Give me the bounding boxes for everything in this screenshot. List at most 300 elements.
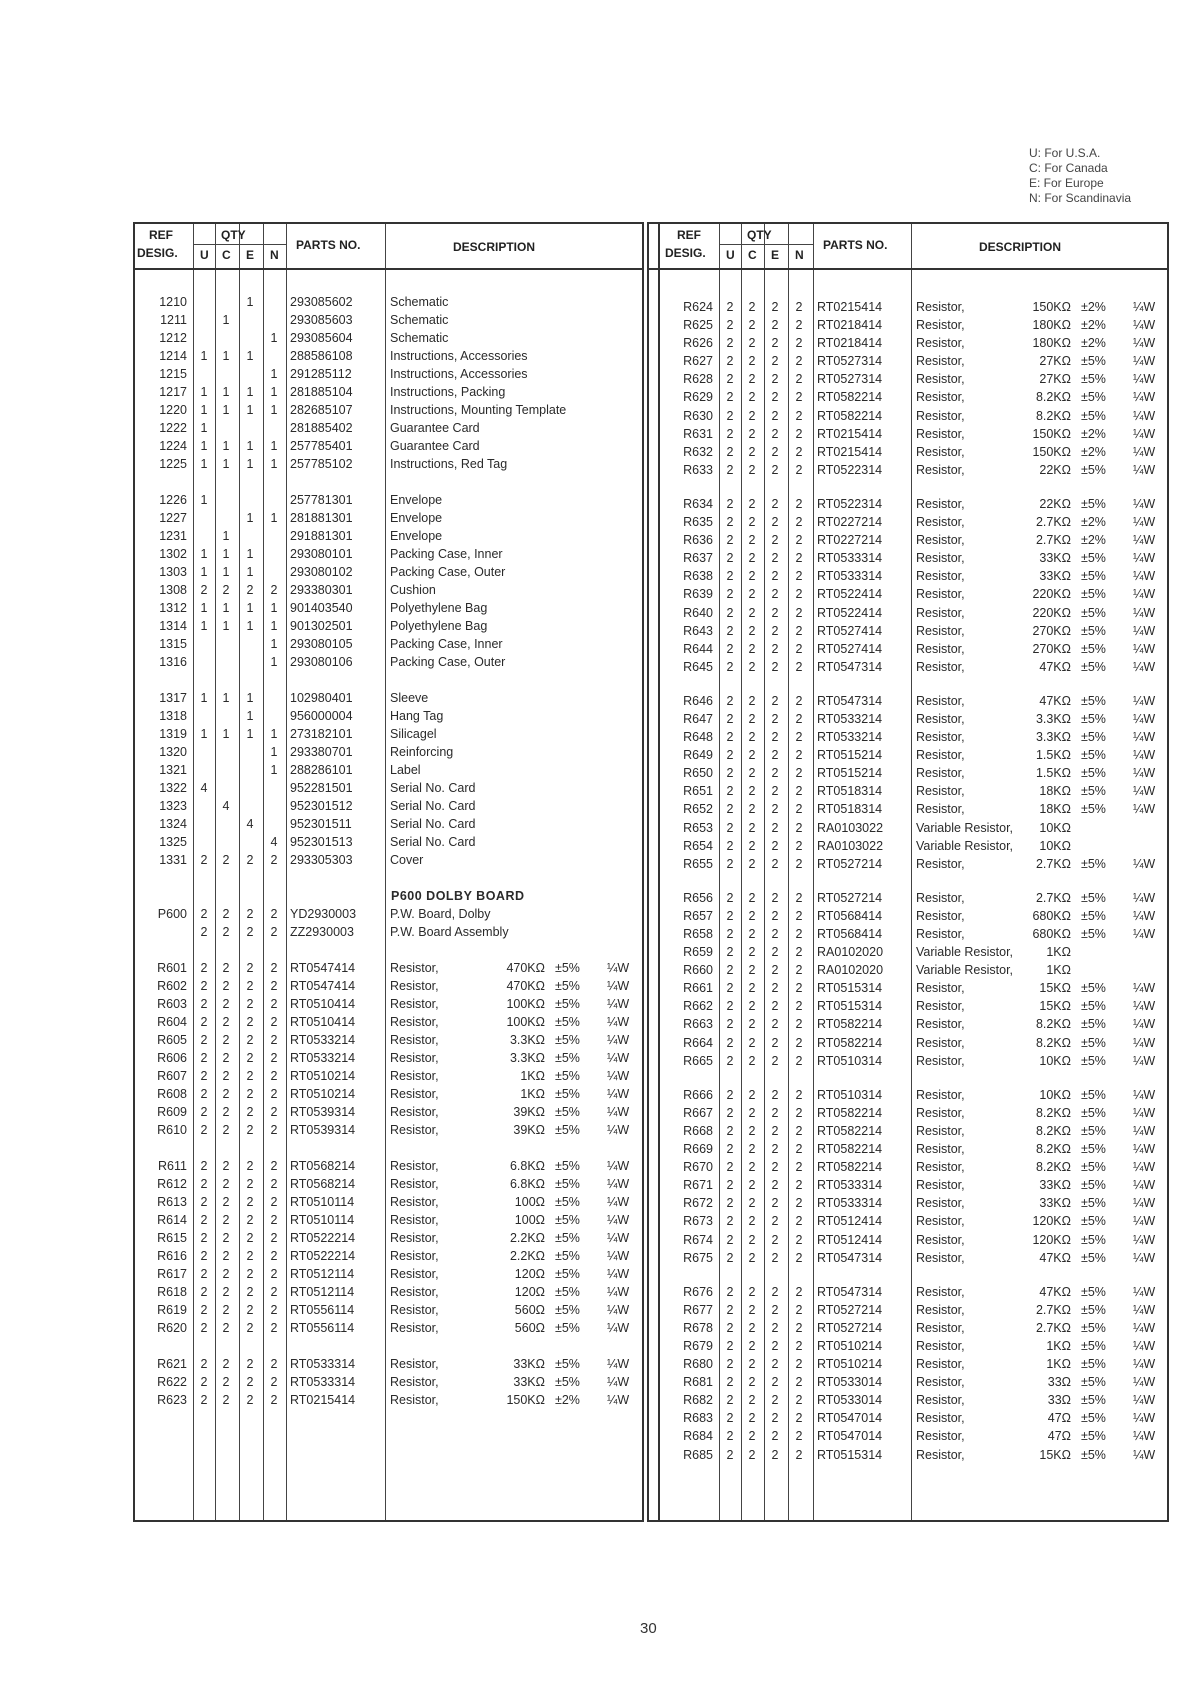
part-number: RT0515314 [817,999,883,1014]
tolerance: ±5% [1081,1232,1106,1247]
qty-n: 2 [270,583,278,597]
part-number: 288586108 [290,349,353,363]
table-row [135,1157,642,1175]
part-number: RT0582214 [817,1142,883,1157]
wattage: ¼W [1133,1017,1156,1032]
wattage: ¼W [607,1393,630,1407]
qty-n: 1 [270,367,278,381]
table-row [135,743,642,761]
description: Resistor, [916,1429,965,1444]
value: 33KΩ [513,1375,545,1389]
qty-u: 2 [726,784,734,799]
ref-desig: R665 [683,1053,713,1068]
qty-e: 2 [246,1069,254,1083]
qty-c: 2 [222,1177,230,1191]
table-row [649,1212,1167,1230]
description: Resistor, [916,390,965,405]
qty-n: 2 [795,838,803,853]
tolerance: ±5% [555,1033,580,1047]
description: Resistor, [916,1357,965,1372]
qty-e: 1 [246,601,254,615]
qty-u: 2 [726,1302,734,1317]
qty-n: 2 [270,1375,278,1389]
header-divider [135,268,642,270]
qty-n: 2 [795,1017,803,1032]
tolerance: ±5% [1081,569,1106,584]
table-row [649,1391,1167,1409]
qty-u: 2 [726,1053,734,1068]
qty-e: 1 [246,511,254,525]
ref-desig: 1226 [159,493,187,507]
table-row [135,545,642,563]
qty-c: 1 [222,403,230,417]
qty-e: 2 [771,408,779,423]
qty-n: 1 [270,655,278,669]
ref-desig: R613 [157,1195,187,1209]
wattage: ¼W [1133,1053,1156,1068]
qty-e: 2 [771,605,779,620]
table-row [649,692,1167,710]
qty-u: 2 [726,426,734,441]
header-desig: DESIG. [137,246,178,260]
part-number: RT0547014 [817,1429,883,1444]
tolerance: ±5% [555,1177,580,1191]
description: Reinforcing [390,745,454,759]
qty-n: 2 [795,1357,803,1372]
table-row [135,725,642,743]
ref-desig: 1222 [159,421,187,435]
description: Resistor, [916,496,965,511]
qty-n: 2 [795,569,803,584]
qty-c: 2 [748,1214,756,1229]
table-row [649,1231,1167,1249]
part-number: 293380301 [290,583,353,597]
value: 47KΩ [1039,1284,1071,1299]
qty-c: 2 [748,1053,756,1068]
qty-n: 2 [270,907,278,921]
header-parts-no: PARTS NO. [296,238,361,252]
tolerance: ±5% [1081,802,1106,817]
tolerance: ±5% [1081,587,1106,602]
table-row [649,1104,1167,1122]
ref-desig: 1319 [159,727,187,741]
part-number: 257785401 [290,439,353,453]
qty-e: 2 [771,927,779,941]
description: P.W. Board Assembly [390,925,509,939]
tolerance: ±5% [1081,1338,1106,1353]
qty-u: 2 [726,711,734,726]
description: Resistor, [916,927,965,941]
tolerance: ±5% [1081,1123,1106,1138]
description: Envelope [390,493,443,507]
qty-u: 2 [726,605,734,620]
qty-e: 2 [771,390,779,405]
ref-desig: R607 [157,1069,187,1083]
description: Resistor, [916,693,965,708]
tolerance: ±5% [1081,390,1106,405]
qty-c: 2 [748,623,756,638]
value: 8.2KΩ [1035,1160,1071,1175]
qty-u: 1 [200,601,208,615]
qty-c: 2 [748,336,756,351]
description: Resistor, [390,1051,439,1065]
table-row [135,311,642,329]
table-row [649,1194,1167,1212]
qty-u: 2 [200,1249,208,1263]
tolerance: ±2% [1081,444,1106,459]
qty-n: 2 [795,1035,803,1050]
table-row [135,581,642,599]
qty-e: 2 [771,999,779,1014]
part-number: RT0215414 [817,426,883,441]
qty-u: 2 [726,963,734,978]
qty-u: 2 [726,999,734,1014]
table-rows [135,293,642,1409]
description: Resistor, [916,1105,965,1120]
tolerance: ±5% [1081,1393,1106,1408]
tolerance: ±5% [1081,1375,1106,1390]
qty-e: 2 [246,1249,254,1263]
ref-desig: R628 [683,372,713,387]
table-row [649,1034,1167,1052]
part-number: RT0582214 [817,1160,883,1175]
qty-c: 2 [748,981,756,996]
qty-u: 2 [726,1357,734,1372]
qty-e: 2 [771,838,779,853]
qty-u: 2 [200,1267,208,1281]
qty-n: 2 [270,997,278,1011]
description: Serial No. Card [390,799,476,813]
qty-n: 2 [795,1284,803,1299]
wattage: ¼W [1133,981,1156,996]
table-row [649,710,1167,728]
tolerance: ±2% [1081,318,1106,333]
table-row [135,797,642,815]
ref-desig: 1302 [159,547,187,561]
qty-e: 2 [771,354,779,369]
tolerance: ±5% [1081,1214,1106,1229]
tolerance: ±5% [555,979,580,993]
value: 1.5KΩ [1035,748,1071,763]
ref-desig: R655 [683,856,713,871]
qty-e: 2 [771,1232,779,1247]
qty-e: 2 [771,1196,779,1211]
qty-u: 2 [726,515,734,530]
tolerance: ±5% [1081,641,1106,656]
value: 270KΩ [1032,641,1071,656]
ref-desig: R631 [683,426,713,441]
tolerance: ±2% [1081,533,1106,548]
value: 560Ω [514,1321,545,1335]
part-number: 281881301 [290,511,353,525]
qty-e: 2 [771,641,779,656]
wattage: ¼W [607,1015,630,1029]
ref-desig: 1217 [159,385,187,399]
value: 15KΩ [1039,1447,1071,1462]
region-legend [1029,146,1131,206]
value: 6.8KΩ [509,1159,545,1173]
ref-desig: R684 [683,1429,713,1444]
part-number: RT0510414 [290,997,356,1011]
qty-c: 2 [222,1033,230,1047]
qty-c: 2 [748,890,756,905]
qty-e: 2 [771,1429,779,1444]
qty-e: 2 [771,1142,779,1157]
qty-u: 2 [726,981,734,996]
qty-c: 2 [748,390,756,405]
qty-e: 2 [771,1178,779,1193]
description: Packing Case, Inner [390,637,503,651]
qty-u: 4 [200,781,208,795]
header-divider [649,268,1167,270]
wattage: ¼W [1133,496,1156,511]
part-number: RT0227214 [817,515,883,530]
part-number: RT0547314 [817,693,883,708]
qty-n: 2 [795,515,803,530]
value: 2.7KΩ [1035,515,1071,530]
part-number: RT0533214 [290,1051,356,1065]
qty-e: 2 [771,659,779,674]
qty-n: 2 [270,1321,278,1335]
header-ref: REF [149,228,173,242]
ref-desig: R660 [683,963,713,978]
wattage: ¼W [1133,1105,1156,1120]
table-row [135,1031,642,1049]
qty-e: 2 [771,711,779,726]
qty-e: 2 [771,1105,779,1120]
tolerance: ±5% [555,997,580,1011]
qty-c: 2 [748,1284,756,1299]
qty-u: 2 [726,748,734,763]
qty-u: 2 [726,1017,734,1032]
qty-n: 2 [795,641,803,656]
blank-row [135,671,642,689]
description: Resistor, [390,1195,439,1209]
ref-desig: R617 [157,1267,187,1281]
table-row [135,653,642,671]
wattage: ¼W [1133,1411,1156,1426]
qty-c: 2 [222,997,230,1011]
value: 47KΩ [1039,693,1071,708]
part-number: 293380701 [290,745,353,759]
description: Resistor, [916,300,965,314]
qty-u: 2 [726,1411,734,1426]
table-row [135,1247,642,1265]
ref-desig: R621 [157,1357,187,1371]
part-number: 901302501 [290,619,353,633]
legend-canada: C: For Canada [1029,161,1108,175]
ref-desig: R636 [683,533,713,548]
qty-n: 2 [270,979,278,993]
ref-desig: R611 [158,1159,187,1173]
qty-u: 2 [726,856,734,871]
value: 8.2KΩ [1035,1035,1071,1050]
qty-n: 2 [795,408,803,423]
part-number: RT0215414 [817,444,883,459]
description: Resistor, [390,1123,439,1137]
qty-u: 2 [726,820,734,835]
wattage: ¼W [1133,551,1156,566]
value: 2.7KΩ [1035,533,1071,548]
qty-c: 1 [222,349,230,363]
description: Instructions, Accessories [390,367,528,381]
ref-desig: R615 [157,1231,187,1245]
value: 27KΩ [1039,372,1071,387]
qty-n: 2 [795,444,803,459]
qty-e: 2 [771,1250,779,1265]
qty-u: 2 [726,908,734,923]
qty-u: 2 [726,408,734,423]
description: P.W. Board, Dolby [390,907,491,921]
wattage: ¼W [607,1123,630,1137]
qty-e: 2 [771,1053,779,1068]
description: Guarantee Card [390,439,480,453]
description: Resistor, [916,372,965,387]
qty-e: 2 [771,1087,779,1102]
description: Resistor, [916,908,965,923]
qty-n: 2 [795,1142,803,1157]
ref-desig: R635 [683,515,713,530]
part-number: RT0568214 [290,1159,356,1173]
table-row [649,495,1167,513]
wattage: ¼W [607,1375,630,1389]
value: 1KΩ [1046,1338,1071,1353]
qty-n: 2 [270,1249,278,1263]
ref-desig: R675 [683,1250,713,1265]
description: Cushion [390,583,436,597]
table-row [649,1301,1167,1319]
qty-u: 2 [726,533,734,548]
ref-desig: R606 [157,1051,187,1065]
wattage: ¼W [1133,766,1156,781]
qty-u: 2 [726,1160,734,1175]
tolerance: ±5% [555,1051,580,1065]
description: Resistor, [916,890,965,905]
ref-desig: 1317 [159,691,187,705]
table-row [649,1427,1167,1445]
qty-e: 1 [246,727,254,741]
part-number: RT0510214 [290,1069,356,1083]
ref-desig: R629 [683,390,713,405]
qty-c: 1 [222,385,230,399]
ref-desig: R659 [683,945,713,960]
ref-desig: R638 [683,569,713,584]
ref-desig: R666 [683,1087,713,1102]
qty-n: 2 [795,1196,803,1211]
qty-e: 2 [771,1214,779,1229]
qty-e: 2 [246,1303,254,1317]
qty-c: 2 [222,1303,230,1317]
qty-n: 2 [270,1357,278,1371]
description: Resistor, [916,336,965,351]
tolerance: ±5% [555,1069,580,1083]
blank-row [135,473,642,491]
qty-c: 2 [748,587,756,602]
qty-u: 2 [726,659,734,674]
tolerance: ±2% [1081,426,1106,441]
qty-e: 2 [246,1105,254,1119]
part-number: RT0582214 [817,1017,883,1032]
table-row [649,728,1167,746]
table-row [649,1355,1167,1373]
description: Schematic [390,331,449,345]
qty-u: 2 [726,890,734,905]
ref-desig: R652 [683,802,713,817]
qty-u: 1 [200,349,208,363]
qty-n: 2 [795,890,803,905]
qty-u: 2 [200,1069,208,1083]
table-row [649,1176,1167,1194]
qty-n: 2 [270,1105,278,1119]
table-row [135,1265,642,1283]
table-row [649,316,1167,334]
table-row [135,1013,642,1031]
qty-e: 2 [771,1447,779,1462]
table-row [135,293,642,311]
qty-n: 2 [795,856,803,871]
qty-c: 2 [748,1447,756,1462]
qty-c: 2 [222,1159,230,1173]
value: 33KΩ [1039,569,1071,584]
qty-n: 2 [795,1250,803,1265]
description: Instructions, Packing [390,385,506,399]
wattage: ¼W [1133,802,1156,817]
table-row [649,640,1167,658]
qty-n: 2 [795,1393,803,1408]
wattage: ¼W [1133,623,1156,638]
wattage: ¼W [1133,336,1156,351]
value: 470KΩ [506,979,545,993]
qty-n: 2 [795,354,803,369]
qty-n: 2 [795,1429,803,1444]
wattage: ¼W [1133,1232,1156,1247]
tolerance: ±2% [555,1393,580,1407]
table-row [135,1121,642,1139]
tolerance: ±5% [555,1159,580,1173]
value: 39KΩ [513,1105,545,1119]
qty-c: 2 [748,1429,756,1444]
value: 120Ω [514,1267,545,1281]
ref-desig: R623 [157,1393,187,1407]
wattage: ¼W [607,997,630,1011]
tolerance: ±5% [1081,1035,1106,1050]
description: Instructions, Mounting Template [390,403,567,417]
description: Resistor, [916,1302,965,1317]
qty-c: 1 [222,601,230,615]
qty-u: 2 [726,444,734,459]
value: 3.3KΩ [509,1033,545,1047]
qty-u: 2 [200,1357,208,1371]
qty-u: 2 [726,1105,734,1120]
wattage: ¼W [1133,641,1156,656]
wattage: ¼W [607,961,630,975]
header-ref: REF [677,228,701,242]
description: Resistor, [916,1142,965,1157]
wattage: ¼W [1133,1429,1156,1444]
qty-e: 4 [246,817,254,831]
legend-usa: U: For U.S.A. [1029,146,1101,160]
part-number: RT0227214 [817,533,883,548]
wattage: ¼W [1133,372,1156,387]
qty-e: 2 [771,300,779,314]
qty-e: 2 [771,336,779,351]
wattage: ¼W [1133,1302,1156,1317]
ref-desig: 1318 [159,709,187,723]
qty-e: 2 [771,533,779,548]
qty-e: 2 [771,1375,779,1390]
tolerance: ±5% [1081,551,1106,566]
part-number: 281885402 [290,421,353,435]
